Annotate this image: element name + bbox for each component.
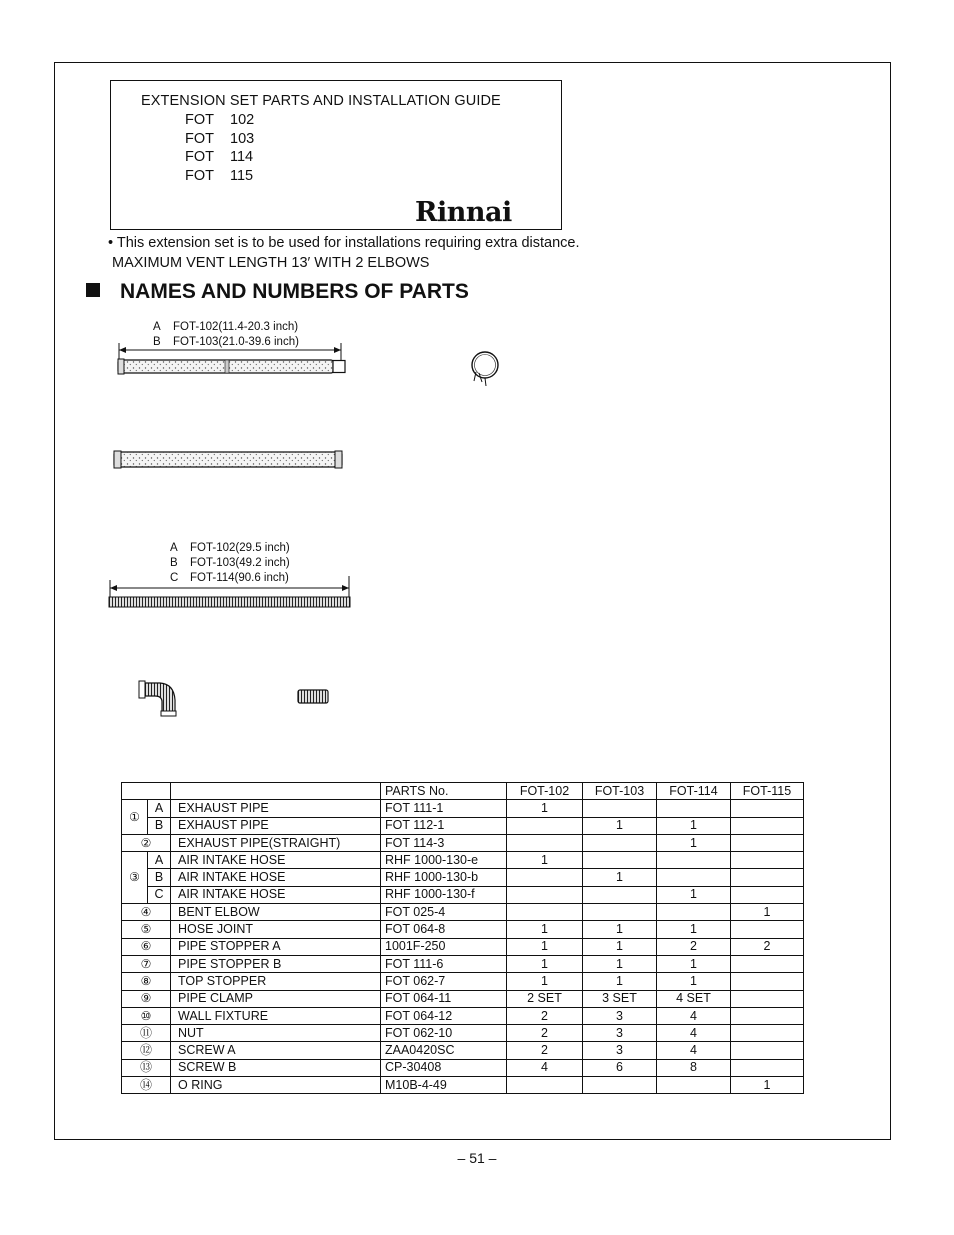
model-number: 114	[230, 149, 254, 165]
section-title: NAMES AND NUMBERS OF PARTS	[120, 280, 469, 303]
bent-elbow-drawing	[139, 681, 176, 716]
table-row	[122, 886, 804, 903]
table-cell: AIR INTAKE HOSE	[171, 886, 381, 903]
table-header-row	[122, 783, 804, 800]
model-label: FOT	[185, 168, 214, 184]
table-cell	[731, 1025, 804, 1042]
table-cell: A	[148, 852, 171, 869]
table-cell: 1	[583, 938, 657, 955]
table-cell: 1	[507, 938, 583, 955]
table-cell	[731, 921, 804, 938]
table-cell	[507, 869, 583, 886]
table-row	[122, 921, 804, 938]
table-cell	[731, 886, 804, 903]
table-cell: FOT 114-3	[381, 834, 507, 851]
table-cell: FOT 111-1	[381, 800, 507, 817]
table-cell: 2	[657, 938, 731, 955]
table-cell	[731, 1042, 804, 1059]
table-cell	[657, 869, 731, 886]
label-text: FOT-114(90.6 inch)	[190, 572, 289, 584]
table-cell: 3	[583, 1007, 657, 1024]
table-cell: 4	[657, 1042, 731, 1059]
table-cell	[583, 1077, 657, 1094]
table-cell: 4	[657, 1025, 731, 1042]
table-cell: TOP STOPPER	[171, 973, 381, 990]
hose-joint-drawing	[298, 690, 328, 703]
table-header-cell: PARTS No.	[381, 783, 507, 800]
table-cell: B	[148, 869, 171, 886]
table-cell: ⑭	[122, 1077, 171, 1094]
model-label: FOT	[185, 149, 214, 165]
table-cell: 3 SET	[583, 990, 657, 1007]
table-cell: M10B-4-49	[381, 1077, 507, 1094]
table-cell: 1	[507, 921, 583, 938]
table-cell: 1	[583, 817, 657, 834]
rinnai-logo: Rinnai	[415, 197, 512, 228]
table-cell: FOT 064-12	[381, 1007, 507, 1024]
table-cell	[507, 817, 583, 834]
label-text: FOT-103(49.2 inch)	[190, 557, 290, 569]
table-cell	[731, 955, 804, 972]
table-cell: 2	[507, 1007, 583, 1024]
table-row	[122, 817, 804, 834]
table-cell: 2 SET	[507, 990, 583, 1007]
model-label: FOT	[185, 112, 214, 128]
table-cell: ⑧	[122, 973, 171, 990]
table-cell: ⑨	[122, 990, 171, 1007]
model-number: 115	[230, 168, 254, 184]
model-label: FOT	[185, 131, 214, 147]
table-cell: FOT 112-1	[381, 817, 507, 834]
guide-title: EXTENSION SET PARTS AND INSTALLATION GUIDE	[141, 93, 501, 109]
table-cell: ⑤	[122, 921, 171, 938]
table-cell: AIR INTAKE HOSE	[171, 869, 381, 886]
table-cell: FOT 025-4	[381, 904, 507, 921]
table-cell: CP-30408	[381, 1059, 507, 1076]
table-cell: AIR INTAKE HOSE	[171, 852, 381, 869]
table-cell: 1	[657, 955, 731, 972]
table-cell: FOT 062-7	[381, 973, 507, 990]
table-cell: 1	[657, 886, 731, 903]
table-row	[122, 834, 804, 851]
table-cell	[731, 973, 804, 990]
table-cell: EXHAUST PIPE	[171, 800, 381, 817]
table-cell: BENT ELBOW	[171, 904, 381, 921]
table-cell: ⑪	[122, 1025, 171, 1042]
table-row	[122, 1007, 804, 1024]
table-cell	[657, 800, 731, 817]
label-key: B	[170, 557, 178, 569]
table-cell: 2	[507, 1042, 583, 1059]
table-cell: FOT 064-8	[381, 921, 507, 938]
model-number: 103	[230, 131, 255, 147]
table-cell: RHF 1000-130-b	[381, 869, 507, 886]
table-cell: FOT 111-6	[381, 955, 507, 972]
table-row	[122, 800, 804, 817]
table-row	[122, 904, 804, 921]
table-cell: A	[148, 800, 171, 817]
table-cell: ②	[122, 834, 171, 851]
table-cell: ⑫	[122, 1042, 171, 1059]
table-cell: 4	[657, 1007, 731, 1024]
label-key: C	[170, 572, 179, 584]
table-cell: 1	[583, 869, 657, 886]
table-cell	[731, 869, 804, 886]
table-cell	[731, 852, 804, 869]
table-cell: PIPE STOPPER B	[171, 955, 381, 972]
table-cell: 4 SET	[657, 990, 731, 1007]
table-cell: ③	[122, 852, 148, 904]
table-cell: 1	[507, 852, 583, 869]
table-cell: 1	[583, 955, 657, 972]
table-cell: EXHAUST PIPE(STRAIGHT)	[171, 834, 381, 851]
table-row	[122, 938, 804, 955]
table-cell: SCREW A	[171, 1042, 381, 1059]
table-cell	[507, 886, 583, 903]
label-text: FOT-102(11.4-20.3 inch)	[173, 321, 299, 333]
table-header-cell: FOT-103	[583, 783, 657, 800]
table-cell	[731, 800, 804, 817]
table-cell	[731, 990, 804, 1007]
table-cell: PIPE STOPPER A	[171, 938, 381, 955]
table-cell	[657, 904, 731, 921]
table-cell: 1	[657, 921, 731, 938]
table-row	[122, 1077, 804, 1094]
table-cell	[657, 1077, 731, 1094]
table-cell	[583, 800, 657, 817]
intake-hose-drawing	[109, 576, 350, 607]
table-cell: 1001F-250	[381, 938, 507, 955]
table-cell: ⑬	[122, 1059, 171, 1076]
vent-length-note: MAXIMUM VENT LENGTH 13′ WITH 2 ELBOWS	[112, 255, 430, 271]
o-ring-drawing	[472, 352, 498, 386]
table-cell: 1	[657, 973, 731, 990]
model-number: 102	[230, 112, 255, 128]
table-header-cell	[171, 783, 381, 800]
table-row	[122, 869, 804, 886]
label-key: A	[170, 542, 178, 554]
table-cell: HOSE JOINT	[171, 921, 381, 938]
label-key: B	[153, 336, 161, 348]
table-cell: RHF 1000-130-f	[381, 886, 507, 903]
table-cell: ⑥	[122, 938, 171, 955]
table-cell: WALL FIXTURE	[171, 1007, 381, 1024]
table-cell: 1	[507, 973, 583, 990]
table-row	[122, 852, 804, 869]
table-cell: 4	[507, 1059, 583, 1076]
table-cell: NUT	[171, 1025, 381, 1042]
table-row	[122, 955, 804, 972]
exhaust-pipe-drawing	[118, 343, 345, 374]
table-cell: FOT 062-10	[381, 1025, 507, 1042]
table-row	[122, 990, 804, 1007]
table-cell: 1	[507, 800, 583, 817]
table-cell	[583, 834, 657, 851]
table-cell	[583, 852, 657, 869]
table-cell: 1	[657, 817, 731, 834]
table-header-cell	[122, 783, 171, 800]
table-row	[122, 1059, 804, 1076]
table-cell: 1	[507, 955, 583, 972]
table-cell: EXHAUST PIPE	[171, 817, 381, 834]
table-cell: 1	[583, 921, 657, 938]
table-cell: 2	[507, 1025, 583, 1042]
usage-note: • This extension set is to be used for installations requiring extra distance.	[108, 235, 580, 251]
table-cell: 3	[583, 1025, 657, 1042]
table-cell	[583, 904, 657, 921]
table-cell: ZAA0420SC	[381, 1042, 507, 1059]
table-row	[122, 973, 804, 990]
table-cell: SCREW B	[171, 1059, 381, 1076]
table-cell: 2	[731, 938, 804, 955]
label-text: FOT-103(21.0-39.6 inch)	[173, 336, 299, 348]
table-cell	[583, 886, 657, 903]
label-text: FOT-102(29.5 inch)	[190, 542, 290, 554]
table-cell: 3	[583, 1042, 657, 1059]
table-row	[122, 1025, 804, 1042]
table-cell: ⑩	[122, 1007, 171, 1024]
table-header-cell: FOT-102	[507, 783, 583, 800]
table-cell: 6	[583, 1059, 657, 1076]
table-cell: 1	[583, 973, 657, 990]
table-cell	[507, 904, 583, 921]
table-cell: FOT 064-11	[381, 990, 507, 1007]
table-cell	[507, 1077, 583, 1094]
table-cell	[657, 852, 731, 869]
table-cell	[731, 817, 804, 834]
page-number: – 51 –	[457, 1150, 497, 1166]
table-cell	[507, 834, 583, 851]
table-cell: 1	[731, 904, 804, 921]
table-cell: O RING	[171, 1077, 381, 1094]
parts-table	[121, 782, 804, 1094]
table-cell: PIPE CLAMP	[171, 990, 381, 1007]
table-cell: RHF 1000-130-e	[381, 852, 507, 869]
table-row	[122, 1042, 804, 1059]
table-cell: 1	[731, 1077, 804, 1094]
table-cell: 8	[657, 1059, 731, 1076]
table-cell	[731, 1059, 804, 1076]
straight-pipe-drawing	[114, 451, 342, 468]
table-cell: ①	[122, 800, 148, 835]
table-cell: 1	[657, 834, 731, 851]
table-cell: ④	[122, 904, 171, 921]
table-cell	[731, 1007, 804, 1024]
table-cell: ⑦	[122, 955, 171, 972]
table-header-cell: FOT-115	[731, 783, 804, 800]
table-cell	[731, 834, 804, 851]
label-key: A	[153, 321, 161, 333]
table-cell: B	[148, 817, 171, 834]
table-cell: C	[148, 886, 171, 903]
table-header-cell: FOT-114	[657, 783, 731, 800]
